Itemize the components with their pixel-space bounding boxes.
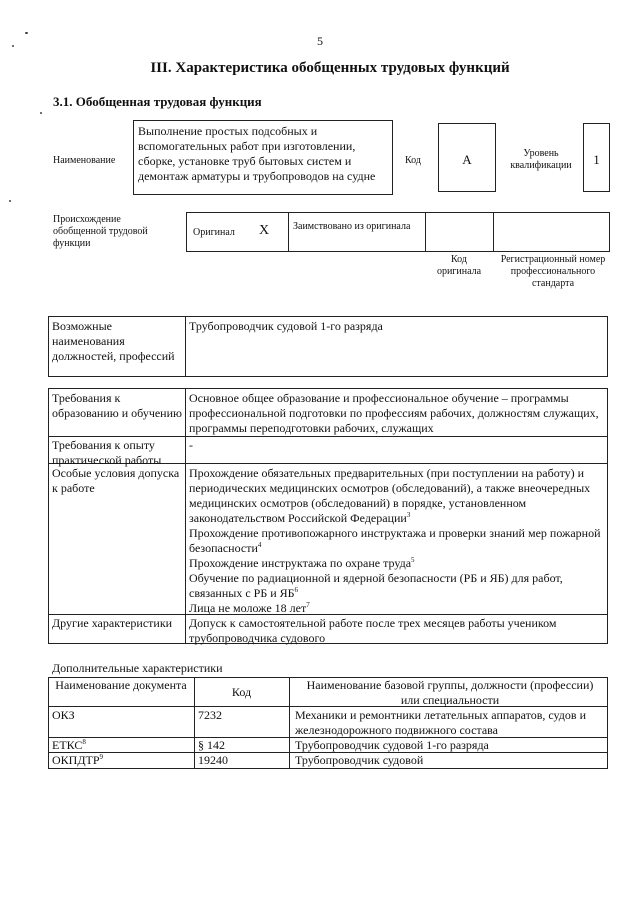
positions-value: Трубопроводчик судовой 1-го разряда [189,319,383,333]
row-code: § 142 [198,738,225,752]
other-value: Допуск к самостоятельной работе после трех месяцев работы учеником трубопроводчика судового [189,616,557,645]
code-label: Код [405,155,421,166]
original-label: Оригинал [193,227,235,238]
row-code: 19240 [198,753,228,767]
condition-item: Прохождение обязательных предварительных (при поступлении на работу) и периодических медицинских осмотров (обследований), а также внеочередных медицинских осмотров (обследований) в порядке, установленном законодательством Российской Федерации$^3$ [189,466,591,525]
borrowed-label: Заимствовано из оригинала [293,221,411,232]
requirements-row-line [48,436,608,437]
row-doc: ОКПДТР$^9$ [52,753,104,767]
origin-divider [425,212,426,252]
row-name: Трубопроводчик судовой [295,753,424,767]
conditions-list [189,466,604,616]
section-title: III. Характеристика обобщенных трудовых функций [150,60,510,76]
function-name-box [133,120,393,195]
positions-label: Возможные наименования должностей, профессий [52,319,175,363]
conditions-label: Особые условия допуска к работе [52,466,180,495]
education-label: Требования к образованию и обучению [52,391,182,420]
col-name-header: Наименование базовой группы, должности (профессии) или специальности [306,678,594,707]
code-original-caption: Код оригинала [436,254,482,277]
condition-item: Прохождение противопожарного инструктажа и проверки знаний мер пожарной безопасности$^4$ [189,526,601,555]
experience-label: Требования к опыту практической работы [52,438,162,467]
col-doc-header: Наименование документа [55,678,187,692]
row-doc: ЕТКС$^8$ [52,738,86,752]
code-box [438,123,496,192]
condition-item: Лица не моложе 18 лет$^7$ [189,601,310,615]
reg-number-caption: Регистрационный номер профессионального стандарта [500,254,606,289]
requirements-divider [185,388,186,644]
scan-speck [40,112,42,114]
experience-value: - [189,438,193,452]
scan-speck [9,200,11,202]
function-name-value: Выполнение простых подсобных и вспомогательных работ при изготовлении, сборке, установке труб бытовых систем и демонтаж арматуры и трубопроводов на судне [138,124,376,183]
page-number: 5 [317,34,323,48]
positions-divider [185,316,186,377]
row-name: Механики и ремонтники летательных аппаратов, судов и железнодорожного подвижного состава [295,708,586,737]
subsection-title: 3.1. Обобщенная трудовая функция [53,94,262,109]
other-label: Другие характеристики [52,616,173,630]
origin-divider [493,212,494,252]
level-label: Уровень квалификации [510,148,572,171]
row-name: Трубопроводчик судовой 1-го разряда [295,738,489,752]
row-code: 7232 [198,708,222,722]
condition-item: Прохождение инструктажа по охране труда$^5$ [189,556,415,570]
condition-item: Обучение по радиационной и ядерной безопасности (РБ и ЯБ) для работ, связанных с РБ и $ЯБ^6$ [189,571,563,600]
code-value: А [462,152,472,167]
name-label: Наименование [53,155,116,166]
original-mark: X [259,223,270,238]
education-value: Основное общее образование и профессиональное обучение – программы профессиональной подготовки по профессиям рабочих, должностям служащих, программы переподготовки рабочих, служащих [189,391,599,435]
row-doc: ОКЗ [52,708,75,722]
col-code-header: Код [231,685,252,699]
level-box [583,123,610,192]
additional-title: Дополнительные характеристики [52,661,223,675]
level-value: 1 [593,152,600,167]
additional-col-divider [289,677,290,769]
origin-divider [288,212,289,252]
origin-label: Происхождение обобщенной трудовой функции [53,214,148,249]
